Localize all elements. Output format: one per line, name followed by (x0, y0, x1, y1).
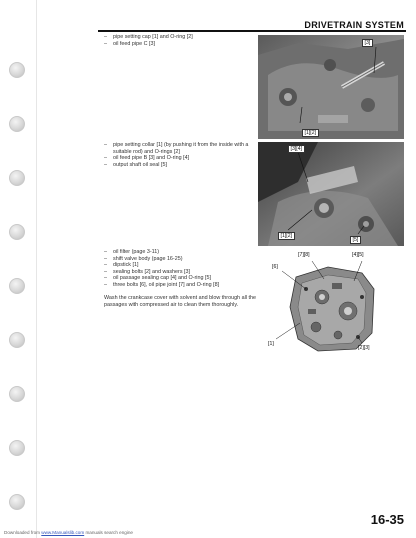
callout-label: [1][2] (278, 232, 295, 240)
list-item: – oil passage sealing cap [4] and O-ring [5] (104, 275, 256, 282)
binder-hole (9, 494, 25, 510)
section-title: DRIVETRAIN SYSTEM (304, 20, 404, 30)
callout-label: [7][8] (298, 252, 310, 258)
step1-list (104, 34, 256, 47)
binder-hole (9, 440, 25, 456)
binder-hole (9, 116, 25, 132)
list-item: – dipstick [1] (104, 262, 256, 269)
step2-list (104, 142, 256, 168)
step1-engine-photo (258, 35, 404, 139)
callout-label: [3] (362, 39, 373, 47)
list-item: – oil feed pipe B [3] and O-ring [4] (104, 155, 256, 162)
list-item: – pipe setting cap [1] and O-ring [2] (104, 34, 256, 41)
binder-hole (9, 386, 25, 402)
manualslib-link[interactable]: www.Manualslib.com (41, 530, 85, 535)
list-item: – sealing bolts [2] and washers [3] (104, 269, 256, 276)
download-footer (4, 530, 133, 535)
step1-photo (258, 35, 404, 139)
binder-hole (9, 332, 25, 348)
callout-label: [1] (268, 341, 274, 347)
list-item: – output shaft oil seal [5] (104, 162, 256, 169)
list-item: – three bolts [6], oil pipe joint [7] and O-ring [8] (104, 282, 256, 289)
footer-prefix: Downloaded from (4, 530, 41, 535)
callout-label: [3][4] (288, 145, 305, 153)
callout-label: [5] (350, 236, 361, 244)
list-item: – oil feed pipe C [3] (104, 41, 256, 48)
crankcase-cover-diagram (258, 249, 404, 355)
list-item: – shift valve body (page 16-25) (104, 256, 256, 263)
binder-margin-line (36, 0, 37, 538)
step2-engine-photo (258, 142, 404, 246)
callout-label: [6] (272, 264, 278, 270)
binder-hole (9, 170, 25, 186)
list-item: – pipe setting collar [1] (by pushing it from the inside with a suitable rod) and O-rings [2] (104, 142, 256, 155)
callout-label: [1][2] (302, 129, 319, 137)
footer-suffix: manuals search engine (85, 530, 133, 535)
wash-note: Wash the crankcase cover with solvent and blow through all the passages with compressed air to clean them thoroughly. (104, 295, 256, 308)
binder-hole (9, 224, 25, 240)
header-rule (98, 30, 406, 32)
step3-list (104, 249, 256, 289)
callout-label: [2][3] (358, 345, 370, 351)
list-item: – oil filter (page 3-11) (104, 249, 256, 256)
page-number: 16-35 (370, 512, 404, 527)
binder-hole (9, 278, 25, 294)
crankcase-cover-drawing (258, 249, 404, 355)
step2-photo (258, 142, 404, 246)
binder-hole (9, 62, 25, 78)
callout-label: [4][5] (352, 252, 364, 258)
